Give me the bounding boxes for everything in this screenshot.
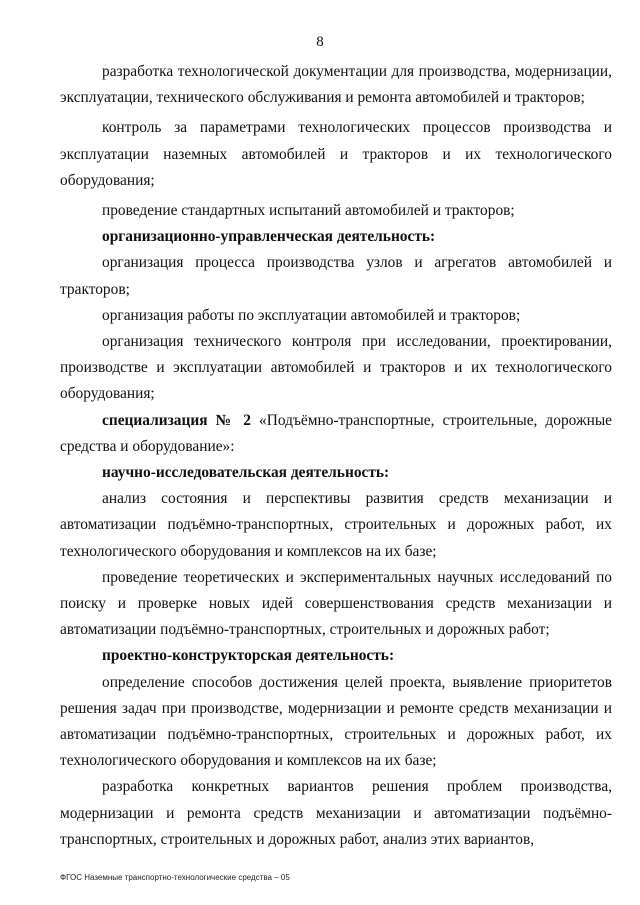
heading-design-activity bbox=[60, 643, 612, 669]
heading-design-activity-text: проектно-конструкторская деятельность: bbox=[102, 647, 395, 665]
page-footer: ФГОС Наземные транспортно-технологические средства – 05 bbox=[60, 873, 290, 882]
paragraph-goal-methods: определение способов достижения целей проекта, выявление приоритетов решения задач при производстве, модернизации и ремонте средств механизации и автоматизации подъёмно-транспортных, строительных и дорожных работ, их технологического оборудования и комплексов на их базе; bbox=[60, 673, 612, 770]
document-body bbox=[60, 59, 612, 853]
paragraph-production-organization: организация процесса производства узлов и агрегатов автомобилей и тракторов; bbox=[60, 254, 612, 298]
paragraph-specialization-2 bbox=[60, 408, 612, 460]
heading-research-activity bbox=[60, 460, 612, 486]
page-number: 8 bbox=[316, 34, 324, 50]
paragraph-state-analysis: анализ состояния и перспективы развития средств механизации и автоматизации подъёмно-транспортных, строительных и дорожных работ, их технологического оборудования и комплексов на их базе; bbox=[60, 490, 612, 560]
specialization-title: «Подъёмно-транспортные, строительные, дорожные средства и оборудование»: bbox=[60, 411, 612, 455]
paragraph-technical-control: организация технического контроля при исследовании, проектировании, производстве и эксплуатации автомобилей и тракторов и их технологического оборудования; bbox=[60, 333, 612, 403]
paragraph-operation-organization: организация работы по эксплуатации автомобилей и тракторов; bbox=[102, 306, 521, 324]
paragraph-solution-variants: разработка конкретных вариантов решения проблем производства, модернизации и ремонта средств механизации и автоматизации подъёмно-транспортных, строительных и дорожных работ, анализ этих вариантов, bbox=[60, 778, 612, 848]
heading-research-activity-text: научно-исследовательская деятельность: bbox=[102, 464, 390, 482]
specialization-label: специализация № 2 bbox=[102, 411, 251, 429]
paragraph-standard-tests: проведение стандартных испытаний автомобилей и тракторов; bbox=[102, 202, 515, 220]
paragraph-tech-documentation: разработка технологической документации для производства, модернизации, эксплуатации, технического обслуживания и ремонта автомобилей и тракторов; bbox=[60, 63, 612, 107]
paragraph-scientific-research: проведение теоретических и экспериментальных научных исследований по поиску и проверке новых идей совершенствования средств механизации и автоматизации подъёмно-транспортных, строительных и дорожных работ; bbox=[60, 568, 612, 639]
heading-organizational-management-text: организационно-управленческая деятельность: bbox=[102, 228, 436, 246]
paragraph-process-control: контроль за параметрами технологических процессов производства и эксплуатации наземных автомобилей и тракторов и их технологического оборудования; bbox=[60, 119, 612, 189]
heading-organizational-management bbox=[60, 224, 612, 250]
